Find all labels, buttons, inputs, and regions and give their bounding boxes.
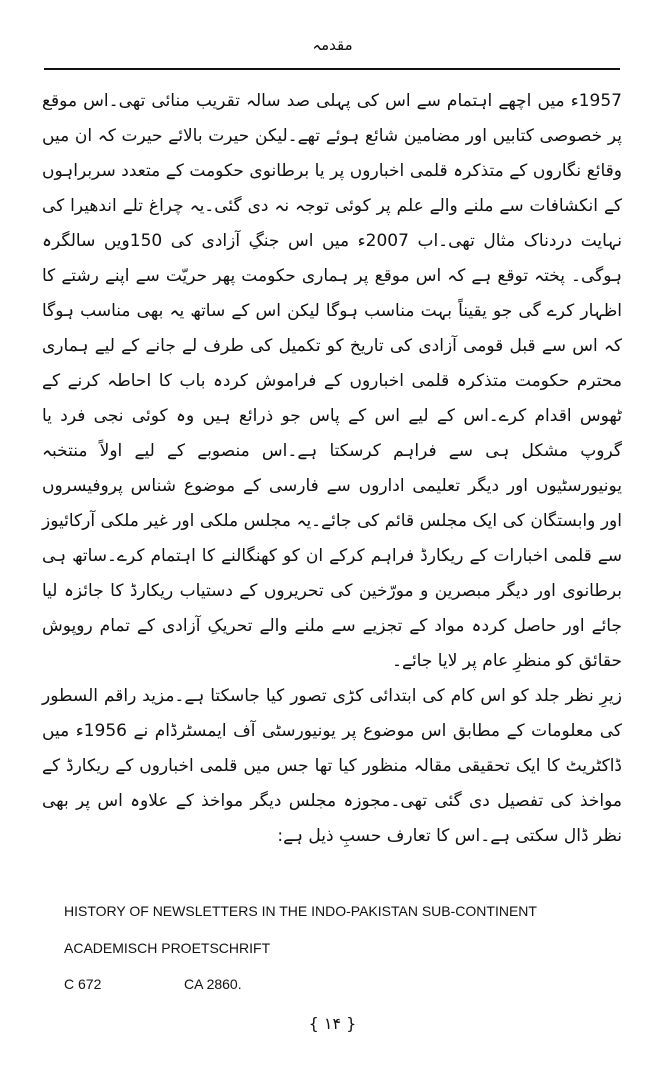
reference-subtitle: ACADEMISCH PROETSCHRIFT: [64, 940, 271, 956]
body-text: [42, 84, 622, 854]
paragraph-1: 1957ء میں اچھے اہتمام سے اس کی پہلی صد سالہ تقریب منائی تھی۔اس موقع پر خصوصی کتابیں اور مضامین شائع ہوئے تھے۔لیکن حیرت بالائے حیرت کہ ان میں وقائع نگاروں کے متذکرہ قلمی اخباروں پر یا برطانوی حکومت کے متعدد سربراہوں کے انکشافات سے ملنے والے علم پر کوئی توجہ نہ دی گئی۔یہ چراغ تلے اندھیرا کی نہایت دردناک مثال تھی۔اب 2007ء میں اس جنگِ آزادی کی 150ویں سالگرہ ہوگی۔ پختہ توقع ہے کہ اس موقع پر ہماری حکومت پھر حریّت سے اپنے رشتے کا اظہار کرے گی جو یقیناً بہت مناسب ہوگا لیکن اس کے ساتھ یہ بھی مناسب ہوگا کہ اس سے قبل قومی آزادی کی تاریخ کو تکمیل کی طرف لے جانے کے لیے ہماری محترم حکومت متذکرہ قلمی اخباروں کے فراموش کردہ باب کا احاطہ کرنے کے ٹھوس اقدام کرے۔اس کے لیے اس کے پاس جو ذرائع ہیں وہ کوئی نجی فرد یا گروپ مشکل ہی سے فراہم کرسکتا ہے۔اس منصوبے کے لیے اولاً منتخبہ یونیورسٹیوں اور دیگر تعلیمی اداروں سے فارسی کے موضوع شناس پروفیسروں اور وابستگان کی ایک مجلس قائم کی جائے۔یہ مجلس ملکی اور غیر ملکی آرکائیوز سے قلمی اخبارات کے ریکارڈ فراہم کرکے ان کو کھنگالنے کا اہتمام کرے۔ساتھ ہی برطانوی اور دیگر مبصرین و مورّخین کی تحریروں کے دستیاب ریکارڈ کا جائزہ لیا جائے اور حاصل کردہ مواد کے تجزیے سے ملنے والے تحریکِ آزادی کے تمام روپوش حقائق کو منظرِ عام پر لایا جائے۔: [42, 91, 622, 671]
page-title: مقدمہ: [312, 36, 353, 54]
page-number: { ۱۴ }: [308, 1014, 357, 1033]
reference-code-b: CA 2860.: [184, 976, 242, 992]
reference-codes: [64, 976, 364, 992]
header-divider: [44, 68, 620, 70]
paragraph-2: زیرِ نظر جلد کو اس کام کی ابتدائی کڑی تصور کیا جاسکتا ہے۔مزید راقم السطور کی معلومات کے مطابق اس موضوع پر یونیورسٹی آف ایمسٹرڈام نے 1956ء میں ڈاکٹریٹ کا ایک تحقیقی مقالہ منظور کیا تھا جس میں قلمی اخباروں کے ریکارڈ کے مواخذ کی تفصیل دی گئی تھی۔مجوزہ مجلس دیگر مواخذ کے علاوہ اس پر بھی نظر ڈال سکتی ہے۔اس کا تعارف حسبِ ذیل ہے:: [42, 686, 622, 846]
reference-code-a: C 672: [64, 976, 102, 992]
reference-title: HISTORY OF NEWSLETTERS IN THE INDO-PAKISTAN SUB-CONTINENT: [64, 903, 537, 919]
